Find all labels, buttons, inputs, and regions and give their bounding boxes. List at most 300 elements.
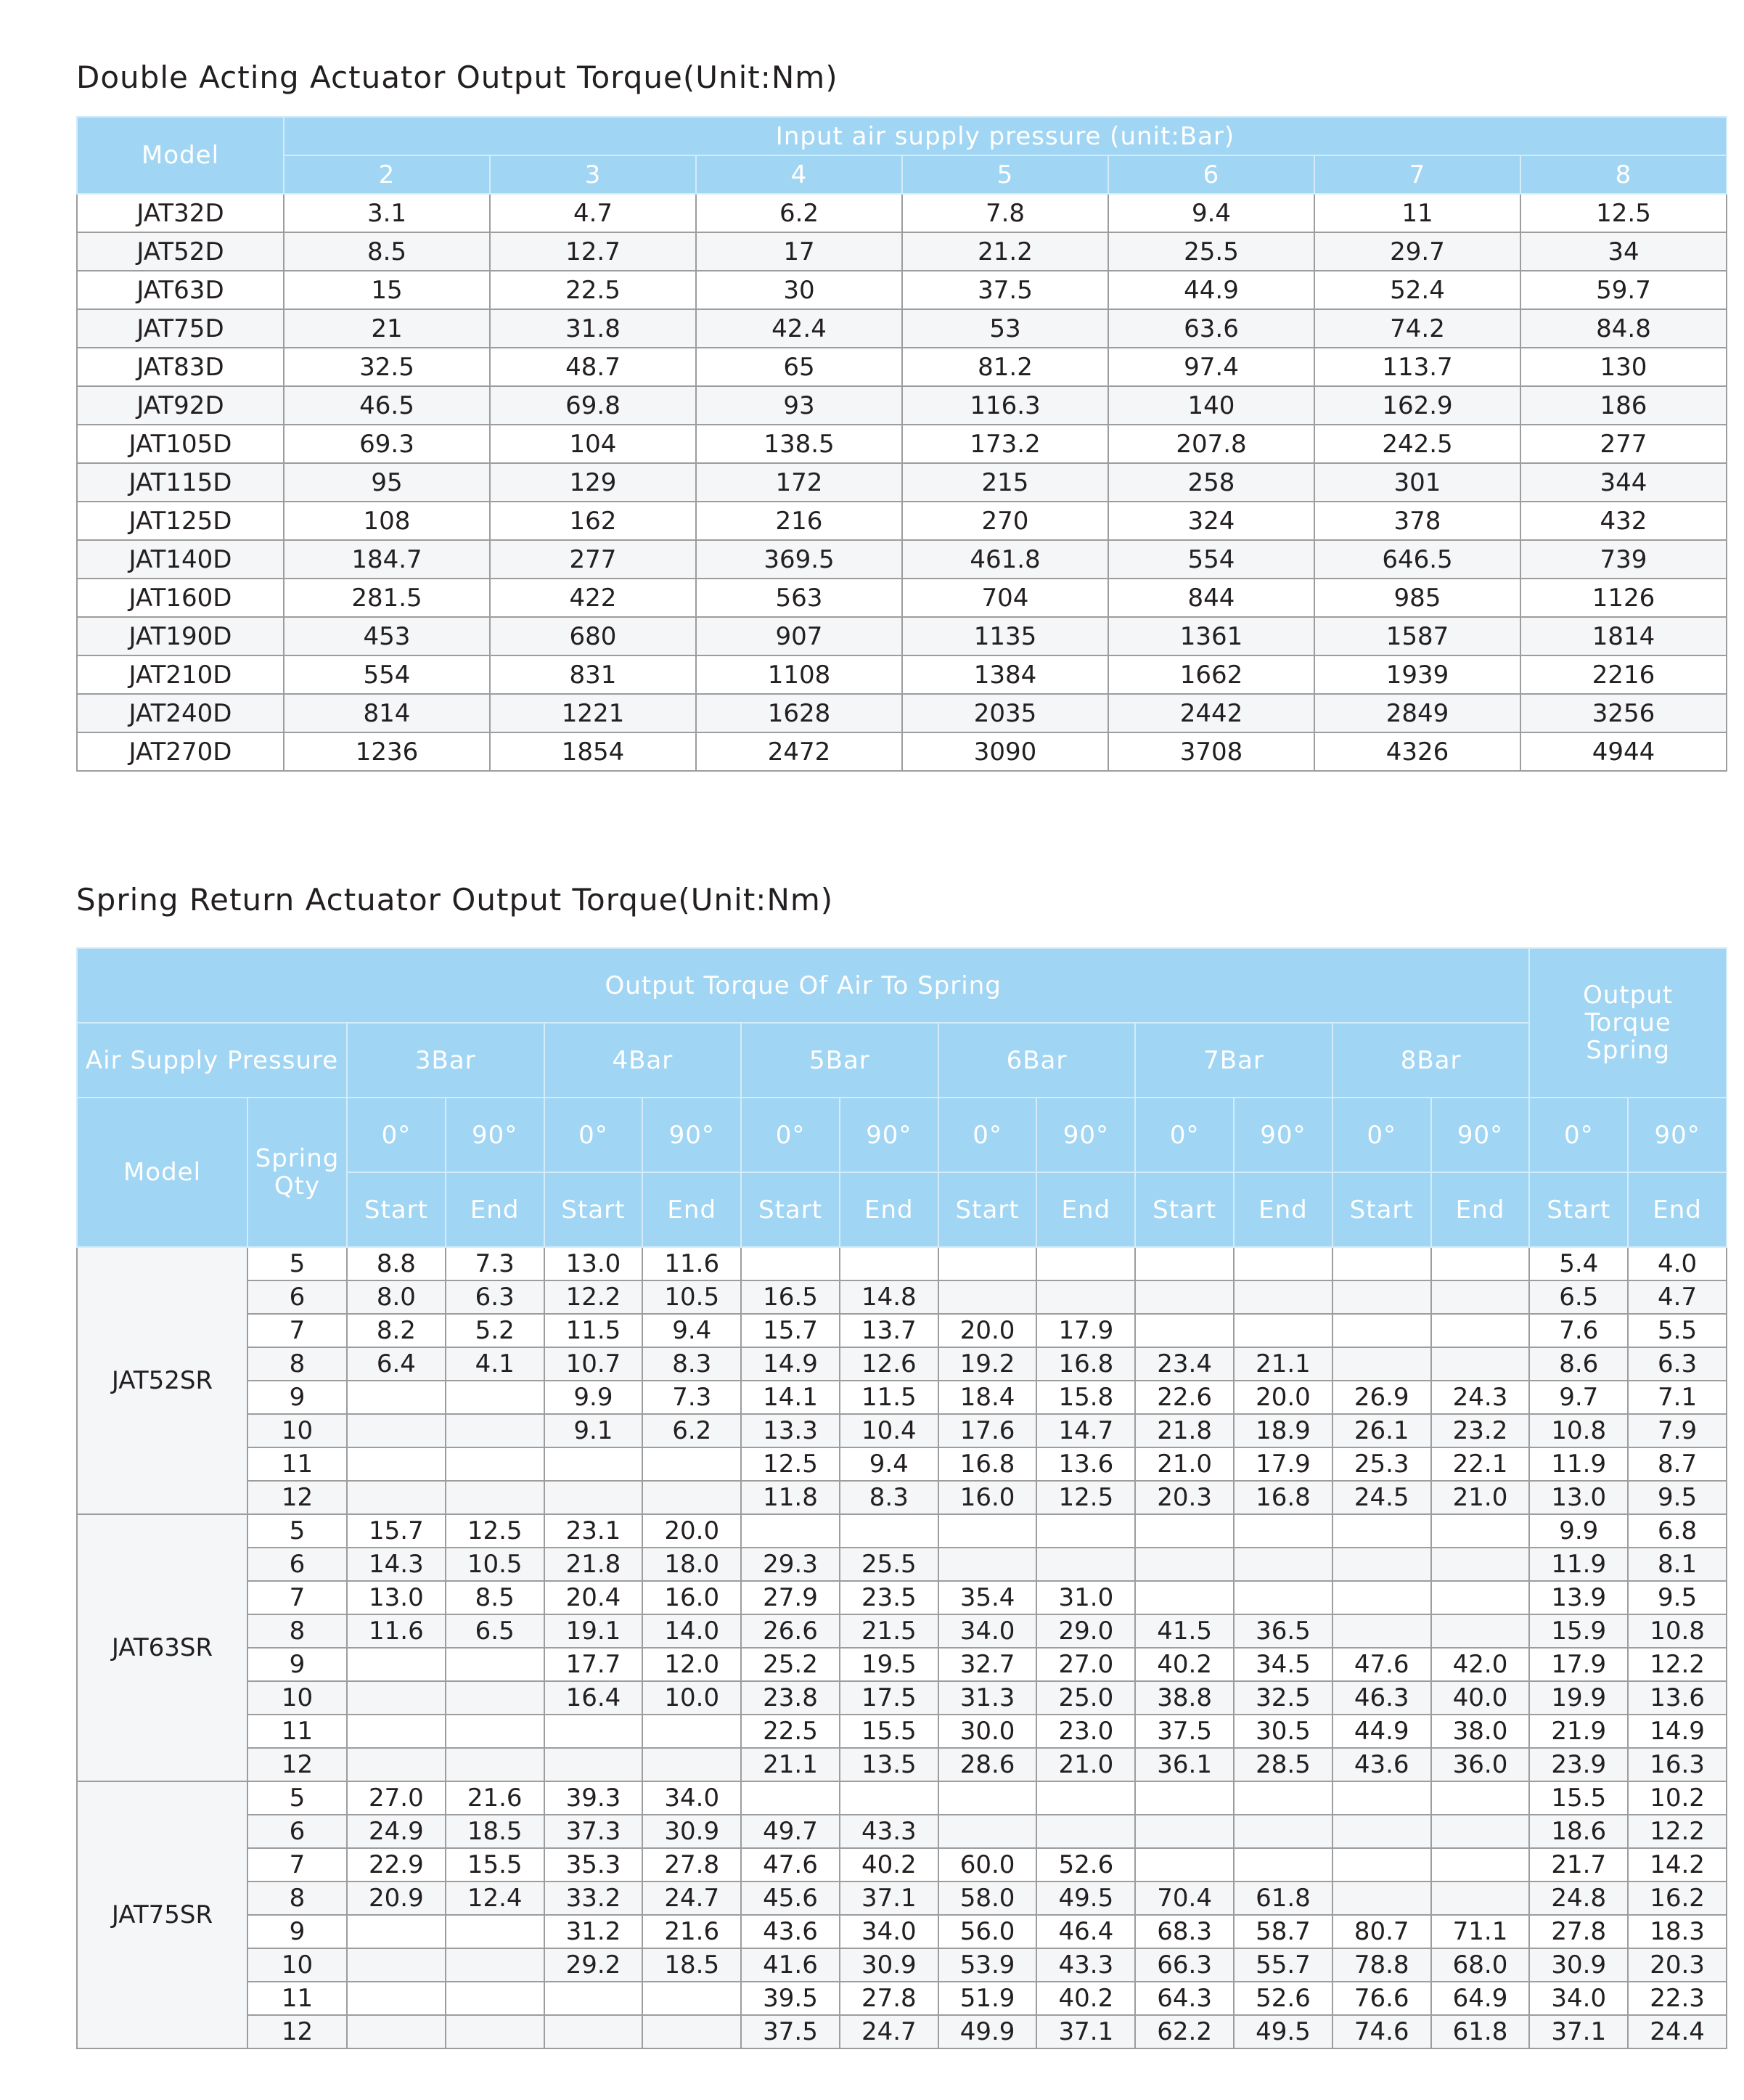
- pressure-header-5bar: 5Bar: [741, 1023, 938, 1098]
- torque-cell: 21.1: [1234, 1347, 1332, 1381]
- torque-cell: [446, 2015, 544, 2048]
- torque-cell: 37.1: [840, 1882, 938, 1915]
- torque-cell: [1036, 1781, 1135, 1815]
- torque-cell: 3708: [1108, 732, 1314, 771]
- torque-cell: 21.7: [1529, 1848, 1628, 1882]
- spring-qty-cell: 9: [247, 1648, 347, 1681]
- torque-cell: 34: [1520, 232, 1727, 271]
- torque-cell: 53: [902, 309, 1108, 348]
- torque-cell: 34.0: [840, 1915, 938, 1948]
- torque-cell: 16.2: [1628, 1882, 1727, 1915]
- pressure-header-3: 3: [490, 155, 696, 194]
- torque-cell: 9.4: [642, 1314, 741, 1347]
- torque-cell: 8.3: [840, 1481, 938, 1514]
- spring-qty-cell: 9: [247, 1915, 347, 1948]
- torque-cell: [938, 1781, 1037, 1815]
- torque-cell: 37.1: [1036, 2015, 1135, 2048]
- torque-cell: 21.0: [1036, 1748, 1135, 1781]
- torque-cell: 49.5: [1234, 2015, 1332, 2048]
- torque-cell: 23.5: [840, 1581, 938, 1614]
- torque-cell: [1135, 1514, 1234, 1548]
- torque-cell: 15.5: [1529, 1781, 1628, 1815]
- torque-cell: 16.0: [642, 1581, 741, 1614]
- torque-cell: [938, 1247, 1037, 1280]
- spring-qty-cell: 5: [247, 1514, 347, 1548]
- model-cell: JAT75D: [77, 309, 284, 348]
- torque-cell: [1332, 1614, 1431, 1648]
- torque-cell: 38.8: [1135, 1681, 1234, 1715]
- torque-cell: [1234, 1514, 1332, 1548]
- torque-cell: 8.5: [446, 1581, 544, 1614]
- spring-qty-cell: 6: [247, 1280, 347, 1314]
- torque-cell: 13.6: [1036, 1447, 1135, 1481]
- torque-cell: 10.5: [642, 1280, 741, 1314]
- torque-cell: 22.6: [1135, 1381, 1234, 1414]
- torque-cell: 69.3: [284, 425, 490, 463]
- torque-cell: 43.6: [1332, 1748, 1431, 1781]
- torque-cell: 16.4: [544, 1681, 643, 1715]
- torque-cell: 4.7: [1628, 1280, 1727, 1314]
- torque-cell: 68.3: [1135, 1915, 1234, 1948]
- torque-cell: [544, 2015, 643, 2048]
- torque-cell: [642, 1447, 741, 1481]
- torque-cell: 27.9: [741, 1581, 840, 1614]
- torque-cell: 12.5: [446, 1514, 544, 1548]
- model-cell: JAT63SR: [77, 1514, 247, 1781]
- torque-cell: 23.8: [741, 1681, 840, 1715]
- torque-cell: 35.4: [938, 1581, 1037, 1614]
- torque-cell: 47.6: [741, 1848, 840, 1882]
- pressure-header-2: 2: [284, 155, 490, 194]
- torque-cell: 270: [902, 502, 1108, 540]
- torque-cell: [1234, 1548, 1332, 1581]
- torque-cell: 74.6: [1332, 2015, 1431, 2048]
- torque-cell: 1939: [1314, 655, 1520, 694]
- torque-cell: 34.5: [1234, 1648, 1332, 1681]
- pressure-header-8: 8: [1520, 155, 1727, 194]
- torque-cell: 19.9: [1529, 1681, 1628, 1715]
- torque-cell: 46.5: [284, 386, 490, 425]
- torque-cell: 27.8: [840, 1982, 938, 2015]
- torque-cell: 34.0: [938, 1614, 1037, 1648]
- torque-cell: [642, 1748, 741, 1781]
- torque-cell: 12.5: [741, 1447, 840, 1481]
- torque-cell: 24.4: [1628, 2015, 1727, 2048]
- spring-qty-cell: 12: [247, 1748, 347, 1781]
- torque-cell: 34.0: [1529, 1982, 1628, 2015]
- torque-cell: 30.9: [642, 1815, 741, 1848]
- spring-qty-cell: 5: [247, 1781, 347, 1815]
- torque-cell: 40.2: [1135, 1648, 1234, 1681]
- table-row: [77, 617, 1727, 655]
- torque-cell: 48.7: [490, 348, 696, 386]
- torque-cell: 11.5: [544, 1314, 643, 1347]
- torque-cell: [1036, 1815, 1135, 1848]
- torque-cell: [1036, 1280, 1135, 1314]
- torque-cell: 6.2: [642, 1414, 741, 1447]
- torque-cell: [1332, 1548, 1431, 1581]
- torque-cell: 29.7: [1314, 232, 1520, 271]
- torque-cell: 29.2: [544, 1948, 643, 1982]
- spring-return-title: Spring Return Actuator Output Torque(Unit:Nm): [76, 882, 834, 918]
- torque-cell: 104: [490, 425, 696, 463]
- torque-cell: [1431, 1882, 1530, 1915]
- torque-cell: 32.5: [284, 348, 490, 386]
- torque-cell: 41.6: [741, 1948, 840, 1982]
- torque-cell: 24.8: [1529, 1882, 1628, 1915]
- torque-cell: 8.7: [1628, 1447, 1727, 1481]
- torque-cell: [446, 1748, 544, 1781]
- torque-cell: 6.3: [446, 1280, 544, 1314]
- torque-cell: 97.4: [1108, 348, 1314, 386]
- model-column-header: Model: [77, 1098, 247, 1247]
- torque-cell: 17: [696, 232, 902, 271]
- torque-cell: 207.8: [1108, 425, 1314, 463]
- torque-cell: [840, 1514, 938, 1548]
- model-cell: JAT270D: [77, 732, 284, 771]
- torque-cell: 1587: [1314, 617, 1520, 655]
- torque-cell: 23.9: [1529, 1748, 1628, 1781]
- torque-cell: 25.0: [1036, 1681, 1135, 1715]
- angle-90-header: 90°: [1234, 1098, 1332, 1172]
- torque-cell: [642, 1481, 741, 1514]
- torque-cell: 422: [490, 579, 696, 617]
- torque-cell: [1234, 1815, 1332, 1848]
- torque-cell: 13.3: [741, 1414, 840, 1447]
- torque-cell: 4326: [1314, 732, 1520, 771]
- torque-cell: 21.0: [1135, 1447, 1234, 1481]
- torque-cell: [1234, 1581, 1332, 1614]
- torque-cell: 8.8: [347, 1247, 446, 1280]
- torque-cell: 14.1: [741, 1381, 840, 1414]
- torque-cell: 52.6: [1234, 1982, 1332, 2015]
- torque-cell: 7.3: [446, 1247, 544, 1280]
- spring-qty-cell: 10: [247, 1948, 347, 1982]
- torque-cell: 242.5: [1314, 425, 1520, 463]
- torque-cell: 37.5: [902, 271, 1108, 309]
- end-header: End: [446, 1172, 544, 1247]
- air-supply-pressure-header: Air Supply Pressure: [77, 1023, 347, 1098]
- torque-cell: 31.2: [544, 1915, 643, 1948]
- table-row: [77, 1447, 1727, 1481]
- torque-cell: [347, 1481, 446, 1514]
- torque-cell: 6.4: [347, 1347, 446, 1381]
- torque-cell: 11.9: [1529, 1447, 1628, 1481]
- torque-cell: 25.5: [840, 1548, 938, 1581]
- torque-cell: 831: [490, 655, 696, 694]
- torque-cell: 24.3: [1431, 1381, 1530, 1414]
- torque-cell: 646.5: [1314, 540, 1520, 579]
- torque-cell: 20.0: [938, 1314, 1037, 1347]
- torque-cell: 37.5: [741, 2015, 840, 2048]
- torque-cell: [741, 1514, 840, 1548]
- angle-90-header: 90°: [1036, 1098, 1135, 1172]
- torque-cell: [1135, 1280, 1234, 1314]
- torque-cell: 29.0: [1036, 1614, 1135, 1648]
- torque-cell: 31.8: [490, 309, 696, 348]
- torque-cell: 1126: [1520, 579, 1727, 617]
- end-header: End: [1628, 1172, 1727, 1247]
- spring-qty-cell: 8: [247, 1882, 347, 1915]
- torque-cell: 6.8: [1628, 1514, 1727, 1548]
- torque-cell: [446, 1982, 544, 2015]
- torque-cell: 63.6: [1108, 309, 1314, 348]
- model-cell: JAT190D: [77, 617, 284, 655]
- torque-cell: 43.3: [1036, 1948, 1135, 1982]
- torque-cell: 15.8: [1036, 1381, 1135, 1414]
- torque-cell: [938, 1815, 1037, 1848]
- spring-qty-cell: 8: [247, 1347, 347, 1381]
- torque-cell: 3.1: [284, 194, 490, 232]
- torque-cell: 324: [1108, 502, 1314, 540]
- start-header: Start: [347, 1172, 446, 1247]
- torque-cell: 14.0: [642, 1614, 741, 1648]
- torque-cell: 21.9: [1529, 1715, 1628, 1748]
- torque-cell: 5.4: [1529, 1247, 1628, 1280]
- table-row: [77, 309, 1727, 348]
- torque-cell: 1814: [1520, 617, 1727, 655]
- spring-return-torque-table: [76, 947, 1727, 2049]
- pressure-header-6bar: 6Bar: [938, 1023, 1136, 1098]
- torque-cell: 13.5: [840, 1748, 938, 1781]
- table-row: [77, 694, 1727, 732]
- model-cell: JAT125D: [77, 502, 284, 540]
- torque-cell: 108: [284, 502, 490, 540]
- torque-cell: 58.7: [1234, 1915, 1332, 1948]
- torque-cell: 8.1: [1628, 1548, 1727, 1581]
- spring-qty-cell: 7: [247, 1314, 347, 1347]
- torque-cell: [1431, 1848, 1530, 1882]
- torque-cell: 2216: [1520, 655, 1727, 694]
- torque-cell: 215: [902, 463, 1108, 502]
- air-to-spring-header: Output Torque Of Air To Spring: [77, 948, 1529, 1023]
- torque-cell: [1332, 1882, 1431, 1915]
- torque-cell: 25.2: [741, 1648, 840, 1681]
- torque-cell: 12.5: [1036, 1481, 1135, 1514]
- torque-cell: [1036, 1514, 1135, 1548]
- torque-cell: [642, 1982, 741, 2015]
- torque-cell: 7.1: [1628, 1381, 1727, 1414]
- end-header: End: [1431, 1172, 1530, 1247]
- pressure-header-8bar: 8Bar: [1332, 1023, 1530, 1098]
- torque-cell: 10.0: [642, 1681, 741, 1715]
- torque-cell: 19.5: [840, 1648, 938, 1681]
- torque-cell: 138.5: [696, 425, 902, 463]
- torque-cell: 64.3: [1135, 1982, 1234, 2015]
- torque-cell: 32.7: [938, 1648, 1037, 1681]
- spring-qty-cell: 6: [247, 1548, 347, 1581]
- torque-cell: 36.1: [1135, 1748, 1234, 1781]
- torque-cell: 6.2: [696, 194, 902, 232]
- torque-cell: 281.5: [284, 579, 490, 617]
- torque-cell: [347, 1748, 446, 1781]
- torque-cell: [1234, 1848, 1332, 1882]
- table-row: [77, 348, 1727, 386]
- torque-cell: 24.7: [840, 2015, 938, 2048]
- torque-cell: 2442: [1108, 694, 1314, 732]
- torque-cell: 7.9: [1628, 1414, 1727, 1447]
- torque-cell: 38.0: [1431, 1715, 1530, 1748]
- model-cell: JAT210D: [77, 655, 284, 694]
- angle-0-header: 0°: [1135, 1098, 1234, 1172]
- table-row: [77, 194, 1727, 232]
- torque-cell: 172: [696, 463, 902, 502]
- torque-cell: 32.5: [1234, 1681, 1332, 1715]
- torque-cell: 22.1: [1431, 1447, 1530, 1481]
- torque-cell: 11: [1314, 194, 1520, 232]
- torque-cell: [1036, 1247, 1135, 1280]
- torque-cell: 26.9: [1332, 1381, 1431, 1414]
- torque-cell: 9.9: [1529, 1514, 1628, 1548]
- torque-cell: 30.9: [1529, 1948, 1628, 1982]
- torque-cell: 69.8: [490, 386, 696, 425]
- torque-cell: 3090: [902, 732, 1108, 771]
- start-header: Start: [938, 1172, 1037, 1247]
- angle-90-header: 90°: [1628, 1098, 1727, 1172]
- table-row: [77, 732, 1727, 771]
- torque-cell: [544, 1982, 643, 2015]
- torque-cell: 22.5: [490, 271, 696, 309]
- torque-cell: 12.0: [642, 1648, 741, 1681]
- torque-cell: 17.9: [1036, 1314, 1135, 1347]
- torque-cell: 140: [1108, 386, 1314, 425]
- torque-cell: 554: [1108, 540, 1314, 579]
- start-header: Start: [741, 1172, 840, 1247]
- torque-cell: 10.7: [544, 1347, 643, 1381]
- torque-cell: 186: [1520, 386, 1727, 425]
- table-row: [77, 2015, 1727, 2048]
- torque-cell: 5.5: [1628, 1314, 1727, 1347]
- torque-cell: 9.9: [544, 1381, 643, 1414]
- pressure-header-7: 7: [1314, 155, 1520, 194]
- torque-cell: [1431, 1815, 1530, 1848]
- model-cell: JAT160D: [77, 579, 284, 617]
- torque-cell: 18.9: [1234, 1414, 1332, 1447]
- torque-cell: 78.8: [1332, 1948, 1431, 1982]
- torque-cell: 25.3: [1332, 1447, 1431, 1481]
- torque-cell: 16.0: [938, 1481, 1037, 1514]
- torque-cell: [938, 1514, 1037, 1548]
- model-cell: JAT115D: [77, 463, 284, 502]
- torque-cell: 13.0: [544, 1247, 643, 1280]
- spring-qty-cell: 11: [247, 1982, 347, 2015]
- torque-cell: 680: [490, 617, 696, 655]
- torque-cell: [347, 1915, 446, 1948]
- torque-cell: [347, 1982, 446, 2015]
- torque-cell: 11.9: [1529, 1548, 1628, 1581]
- torque-cell: 46.4: [1036, 1915, 1135, 1948]
- table-row: [77, 1715, 1727, 1748]
- torque-cell: 13.9: [1529, 1581, 1628, 1614]
- spring-qty-cell: 9: [247, 1381, 347, 1414]
- torque-cell: 25.5: [1108, 232, 1314, 271]
- torque-cell: 27.8: [642, 1848, 741, 1882]
- torque-cell: 2472: [696, 732, 902, 771]
- torque-cell: [1332, 1247, 1431, 1280]
- torque-cell: 20.9: [347, 1882, 446, 1915]
- torque-cell: 16.8: [938, 1447, 1037, 1481]
- spring-qty-cell: 5: [247, 1247, 347, 1280]
- torque-cell: 43.3: [840, 1815, 938, 1848]
- double-acting-torque-table: [76, 116, 1727, 772]
- torque-cell: 11.8: [741, 1481, 840, 1514]
- table-row: [77, 502, 1727, 540]
- pressure-group-header: Input air supply pressure (unit:Bar): [284, 117, 1727, 155]
- torque-cell: 17.7: [544, 1648, 643, 1681]
- torque-cell: [347, 1447, 446, 1481]
- torque-cell: [1135, 1314, 1234, 1347]
- torque-cell: 46.3: [1332, 1681, 1431, 1715]
- torque-cell: 31.3: [938, 1681, 1037, 1715]
- angle-90-header: 90°: [642, 1098, 741, 1172]
- torque-cell: 15.5: [446, 1848, 544, 1882]
- table-row: [77, 1481, 1727, 1514]
- torque-cell: [642, 1715, 741, 1748]
- torque-cell: [938, 1280, 1037, 1314]
- table-row: [77, 579, 1727, 617]
- torque-cell: [446, 1681, 544, 1715]
- torque-cell: 18.5: [446, 1815, 544, 1848]
- table-row: [77, 1581, 1727, 1614]
- torque-cell: 21.8: [1135, 1414, 1234, 1447]
- torque-cell: 70.4: [1135, 1882, 1234, 1915]
- torque-cell: 18.5: [642, 1948, 741, 1982]
- torque-cell: 9.4: [1108, 194, 1314, 232]
- torque-cell: 71.1: [1431, 1915, 1530, 1948]
- torque-cell: [741, 1247, 840, 1280]
- torque-cell: 8.0: [347, 1280, 446, 1314]
- torque-cell: 61.8: [1431, 2015, 1530, 2048]
- torque-cell: 10.5: [446, 1548, 544, 1581]
- torque-cell: 10.4: [840, 1414, 938, 1447]
- spring-qty-cell: 10: [247, 1681, 347, 1715]
- model-cell: JAT83D: [77, 348, 284, 386]
- torque-cell: 344: [1520, 463, 1727, 502]
- torque-cell: 29.3: [741, 1548, 840, 1581]
- torque-cell: 34.0: [642, 1781, 741, 1815]
- torque-cell: 12.5: [1520, 194, 1727, 232]
- torque-cell: 51.9: [938, 1982, 1037, 2015]
- torque-cell: 80.7: [1332, 1915, 1431, 1948]
- torque-cell: 18.0: [642, 1548, 741, 1581]
- torque-cell: 4.0: [1628, 1247, 1727, 1280]
- torque-cell: 9.1: [544, 1414, 643, 1447]
- torque-cell: 44.9: [1332, 1715, 1431, 1748]
- torque-cell: 4944: [1520, 732, 1727, 771]
- torque-cell: 5.2: [446, 1314, 544, 1347]
- torque-cell: 39.3: [544, 1781, 643, 1815]
- torque-cell: 432: [1520, 502, 1727, 540]
- torque-cell: [1234, 1314, 1332, 1347]
- spring-qty-cell: 10: [247, 1414, 347, 1447]
- torque-cell: 7.8: [902, 194, 1108, 232]
- torque-cell: 14.9: [741, 1347, 840, 1381]
- torque-cell: 20.3: [1628, 1948, 1727, 1982]
- model-cell: JAT52SR: [77, 1247, 247, 1514]
- table-row: [77, 1614, 1727, 1648]
- table-row: [77, 1280, 1727, 1314]
- torque-cell: [347, 2015, 446, 2048]
- torque-cell: [1135, 1581, 1234, 1614]
- torque-cell: 81.2: [902, 348, 1108, 386]
- torque-cell: 14.9: [1628, 1715, 1727, 1748]
- torque-cell: 277: [490, 540, 696, 579]
- torque-cell: 37.5: [1135, 1715, 1234, 1748]
- torque-cell: 30: [696, 271, 902, 309]
- torque-cell: 9.4: [840, 1447, 938, 1481]
- table-row: [77, 1414, 1727, 1447]
- torque-cell: 10.2: [1628, 1781, 1727, 1815]
